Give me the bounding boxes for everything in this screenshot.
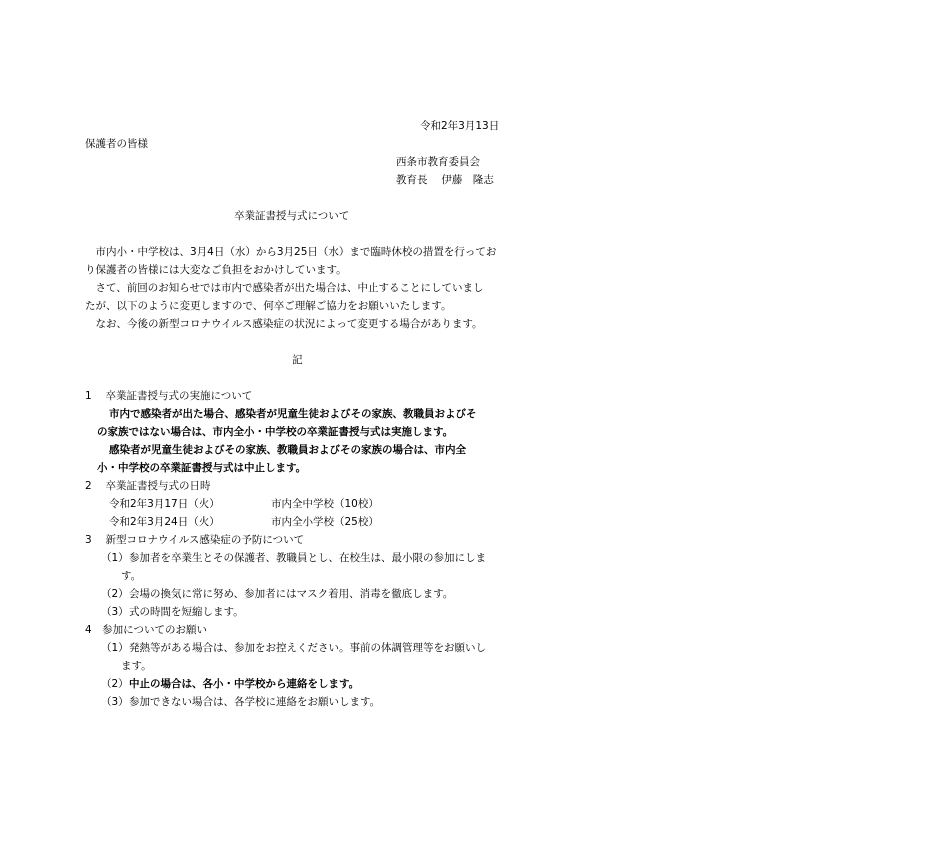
section-1-bold-line: 市内で感染者が出た場合、感染者が児童生徒およびその家族、教職員およびそ [109,408,477,420]
schedule-target: 市内全中学校（10校） [271,498,379,510]
intro-line: なお、今後の新型コロナウイルス感染症の状況によって変更する場合があります。 [85,318,483,330]
schedule-date: 令和2年3月17日（火） [109,498,220,510]
intro-line: 市内小・中学校は、3月4日（水）から3月25日（水）まで臨時休校の措置を行ってお [85,246,497,258]
item-text-bold: 中止の場合は、各小・中学校から連絡をします。 [129,678,360,690]
intro-line: たが、以下のように変更しますので、何卒ご理解ご協力をお願いいたします。 [85,300,452,312]
item-number: （3） [101,696,129,708]
intro-line: さて、前回のお知らせでは市内で感染者が出た場合は、中止することにしていまし [85,282,484,294]
section-1-bold-line: 小・中学校の卒業証書授与式は中止します。 [97,462,307,474]
item-text: ます。 [121,660,152,672]
item-text: 発熱等がある場合は、参加をお控えください。事前の体調管理等をお願いし [129,642,486,654]
schedule-date: 令和2年3月24日（火） [109,516,220,528]
item-number: （2） [101,678,129,690]
recipient: 保護者の皆様 [85,138,148,150]
item-number: （1） [101,642,129,654]
section-1-bold-line: の家族ではない場合は、市内全小・中学校の卒業証書授与式は実施します。 [97,426,454,438]
item-text: 参加できない場合は、各学校に連絡をお願いします。 [129,696,381,708]
section-heading: 3 新型コロナウイルス感染症の予防について [85,534,305,546]
item-number: （3） [101,606,129,618]
section-heading: 4 参加についてのお願い [85,624,207,636]
schedule-target: 市内全小学校（25校） [271,516,379,528]
section-heading: 2 卒業証書授与式の日時 [85,480,211,492]
ki-marker: 記 [292,354,303,366]
item-text: 会場の換気に常に努め、参加者にはマスク着用、消毒を徹底します。 [129,588,454,600]
item-text: 式の時間を短縮します。 [129,606,244,618]
item-number: （2） [101,588,129,600]
sender-name: 教育長 伊藤 隆志 [396,174,494,186]
item-text: 参加者を卒業生とその保護者、教職員とし、在校生は、最小限の参加にしま [129,552,486,564]
item-text: す。 [121,570,142,582]
document-date: 令和2年3月13日 [420,120,500,132]
section-heading: 1 卒業証書授与式の実施について [85,390,253,402]
intro-line: り保護者の皆様には大変なご負担をおかけしています。 [85,264,347,276]
document-title: 卒業証書授与式について [234,210,350,222]
item-number: （1） [101,552,129,564]
sender-organization: 西条市教育委員会 [396,156,480,168]
section-1-bold-line: 感染者が児童生徒およびその家族、教職員およびその家族の場合は、市内全 [109,444,466,456]
